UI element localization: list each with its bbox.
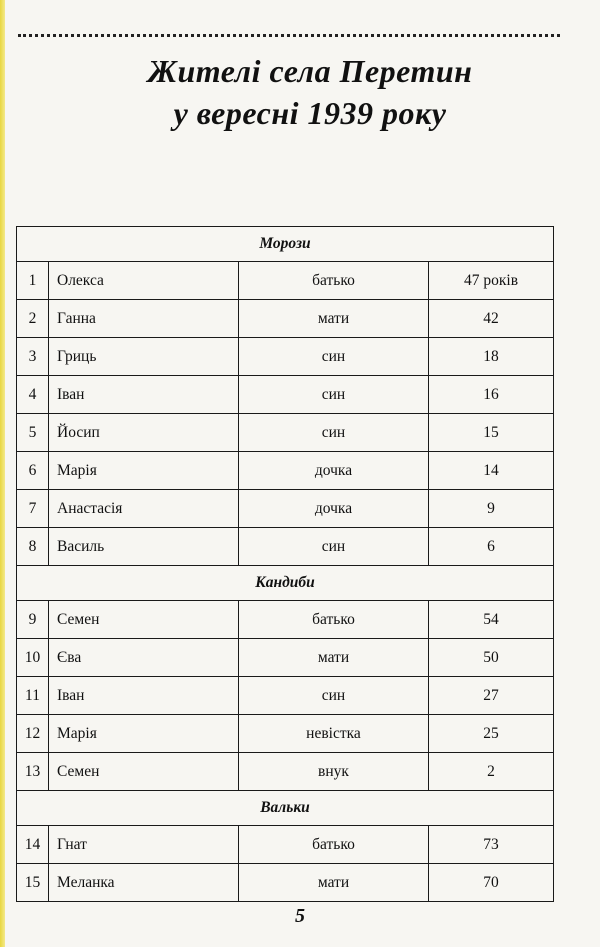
family-role: невістка [239, 715, 429, 753]
residents-table [16, 226, 554, 902]
person-name: Іван [49, 677, 239, 715]
table-row [17, 826, 554, 864]
family-role: син [239, 414, 429, 452]
family-role: батько [239, 601, 429, 639]
page-number: 5 [295, 905, 305, 927]
family-role: дочка [239, 452, 429, 490]
family-role: син [239, 376, 429, 414]
page-edge-accent [0, 0, 5, 947]
person-name: Йосип [49, 414, 239, 452]
family-role: син [239, 677, 429, 715]
row-number: 8 [17, 528, 49, 566]
person-name: Іван [49, 376, 239, 414]
dotted-divider [18, 34, 560, 37]
person-name: Семен [49, 753, 239, 791]
person-age: 14 [429, 452, 554, 490]
row-number: 3 [17, 338, 49, 376]
row-number: 14 [17, 826, 49, 864]
table-row [17, 864, 554, 902]
person-name: Єва [49, 639, 239, 677]
family-header-row [17, 227, 554, 262]
family-role: батько [239, 262, 429, 300]
family-role: мати [239, 639, 429, 677]
person-name: Семен [49, 601, 239, 639]
page-title-line-1: Жителі села Перетин [147, 53, 473, 89]
family-header-row [17, 791, 554, 826]
family-name: Кандиби [17, 566, 554, 601]
person-age: 42 [429, 300, 554, 338]
table-row [17, 601, 554, 639]
table-row [17, 376, 554, 414]
row-number: 2 [17, 300, 49, 338]
person-age: 70 [429, 864, 554, 902]
table-row [17, 300, 554, 338]
person-name: Гнат [49, 826, 239, 864]
row-number: 5 [17, 414, 49, 452]
family-role: мати [239, 864, 429, 902]
family-role: син [239, 528, 429, 566]
family-role: дочка [239, 490, 429, 528]
family-header-row [17, 566, 554, 601]
person-age: 50 [429, 639, 554, 677]
row-number: 4 [17, 376, 49, 414]
row-number: 6 [17, 452, 49, 490]
family-role: мати [239, 300, 429, 338]
person-name: Меланка [49, 864, 239, 902]
family-name: Морози [17, 227, 554, 262]
row-number: 15 [17, 864, 49, 902]
page-title [110, 50, 510, 134]
person-age: 54 [429, 601, 554, 639]
person-age: 9 [429, 490, 554, 528]
person-name: Олекса [49, 262, 239, 300]
table-row [17, 414, 554, 452]
person-age: 15 [429, 414, 554, 452]
table-row [17, 639, 554, 677]
person-age: 6 [429, 528, 554, 566]
family-role: батько [239, 826, 429, 864]
person-age: 47 років [429, 262, 554, 300]
row-number: 7 [17, 490, 49, 528]
table-row [17, 715, 554, 753]
family-name: Вальки [17, 791, 554, 826]
table-row [17, 490, 554, 528]
person-age: 27 [429, 677, 554, 715]
person-name: Ганна [49, 300, 239, 338]
person-name: Марія [49, 452, 239, 490]
row-number: 13 [17, 753, 49, 791]
table-row [17, 528, 554, 566]
family-role: внук [239, 753, 429, 791]
row-number: 1 [17, 262, 49, 300]
person-age: 16 [429, 376, 554, 414]
person-age: 25 [429, 715, 554, 753]
row-number: 9 [17, 601, 49, 639]
row-number: 10 [17, 639, 49, 677]
table-row [17, 753, 554, 791]
person-name: Василь [49, 528, 239, 566]
person-age: 73 [429, 826, 554, 864]
table-row [17, 338, 554, 376]
residents-table-body [17, 227, 554, 902]
table-row [17, 677, 554, 715]
person-age: 2 [429, 753, 554, 791]
table-row [17, 262, 554, 300]
row-number: 11 [17, 677, 49, 715]
table-row [17, 452, 554, 490]
page-title-line-2: у вересні 1939 року [173, 95, 447, 131]
person-name: Марія [49, 715, 239, 753]
row-number: 12 [17, 715, 49, 753]
person-age: 18 [429, 338, 554, 376]
person-name: Анастасія [49, 490, 239, 528]
person-name: Гриць [49, 338, 239, 376]
family-role: син [239, 338, 429, 376]
